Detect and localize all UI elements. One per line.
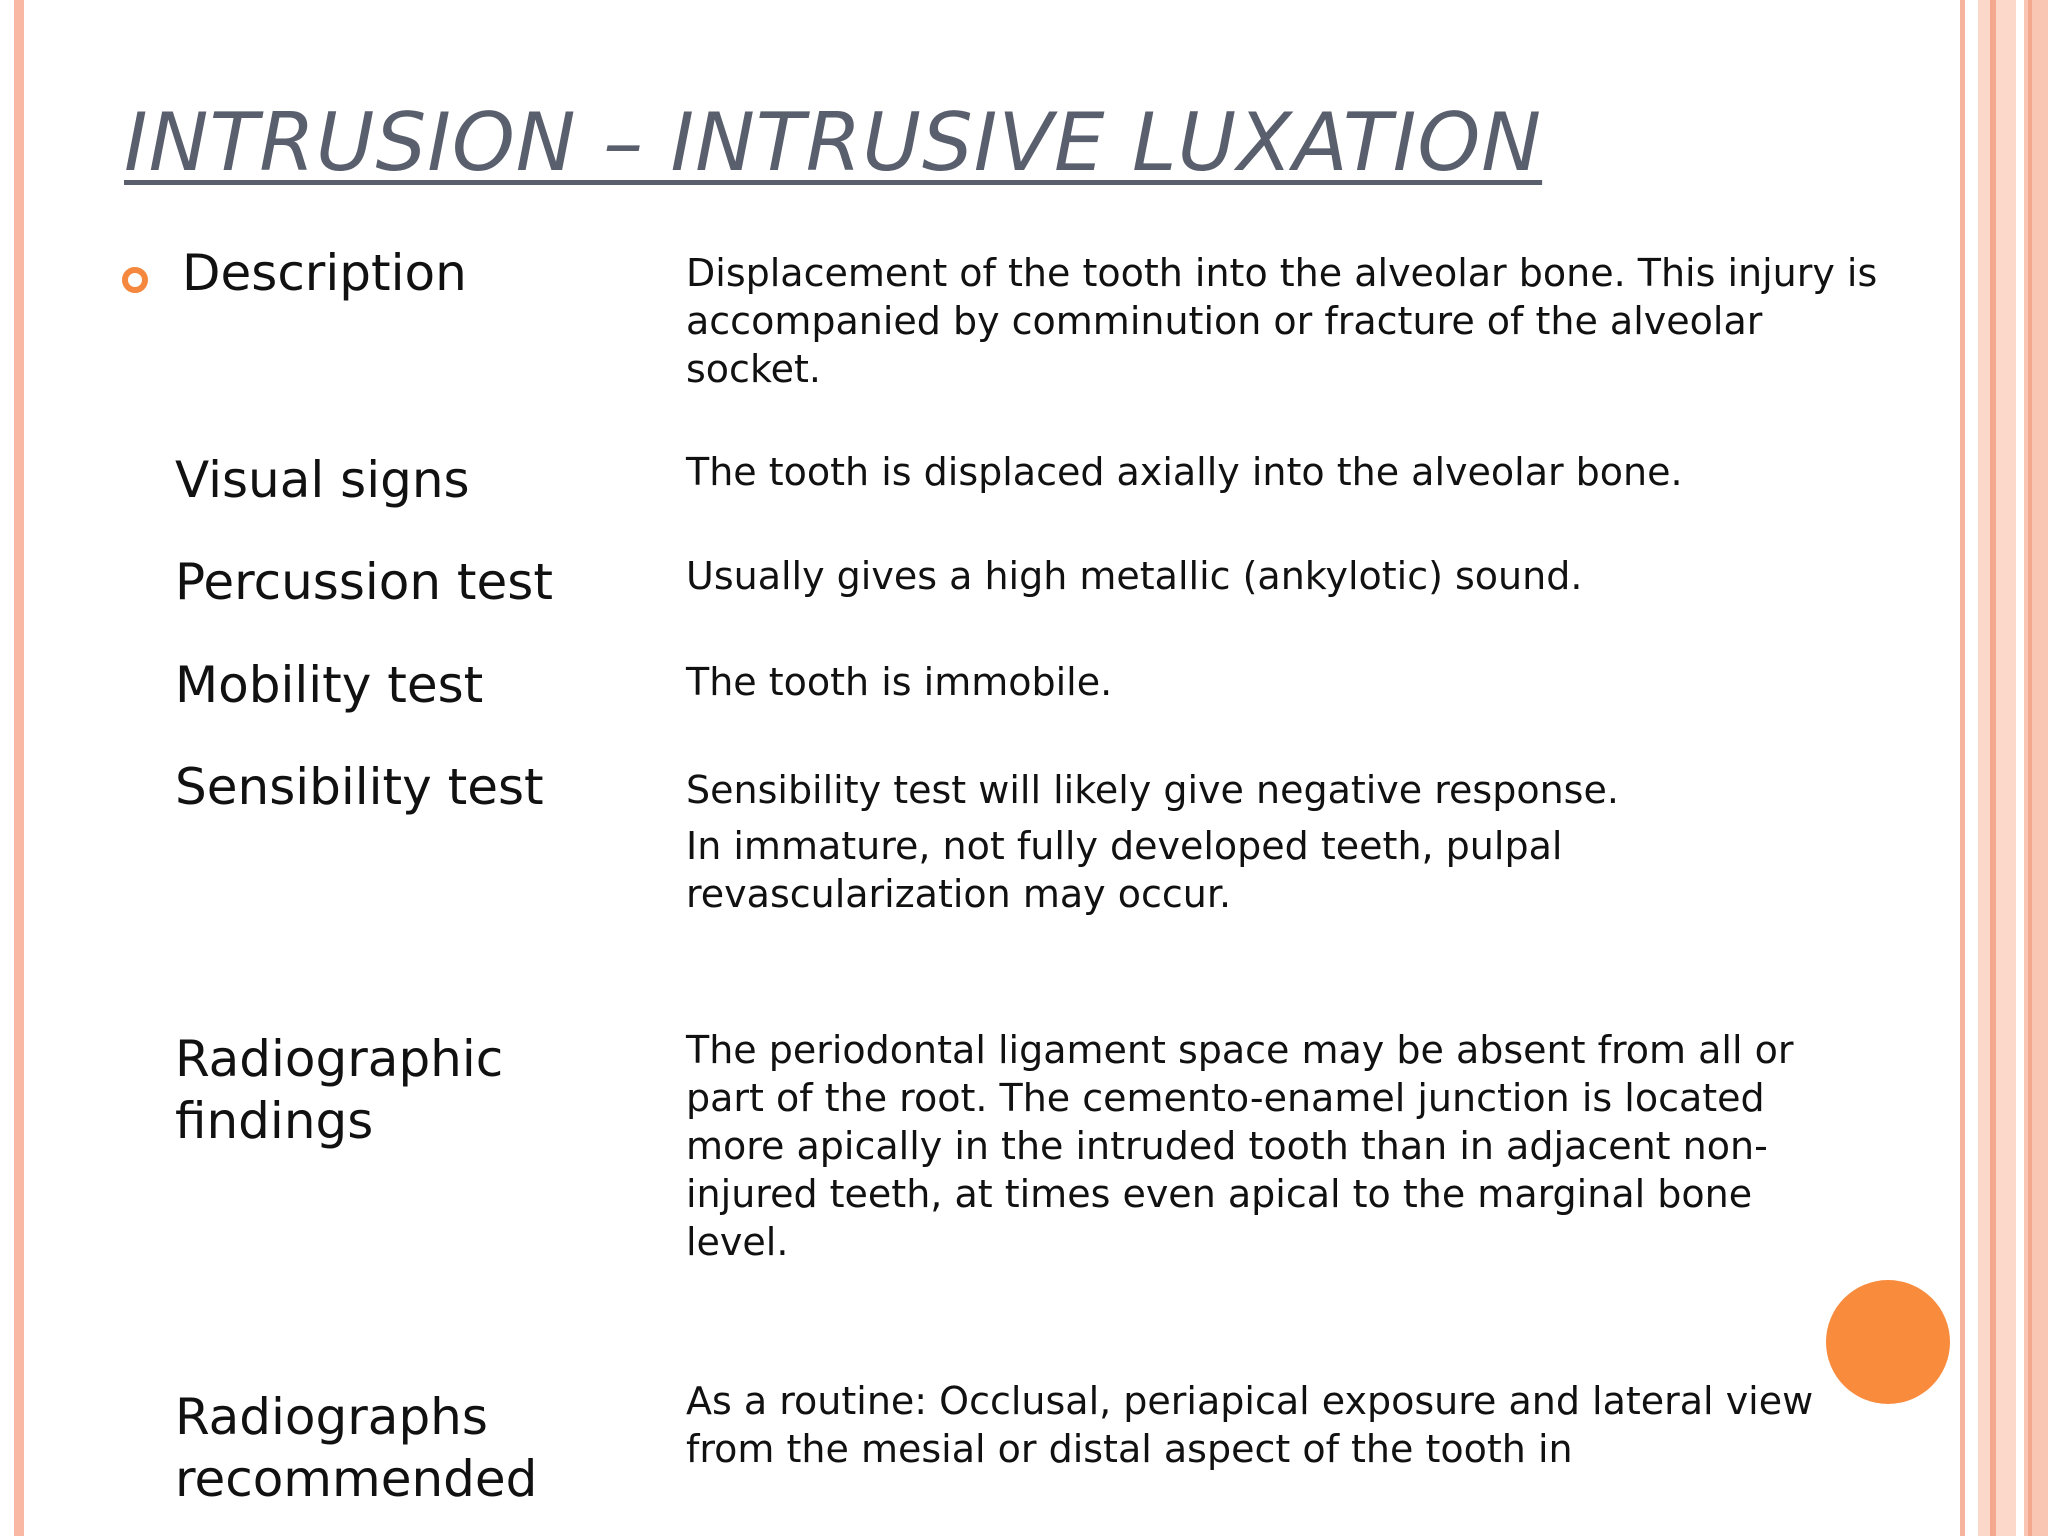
bullet-circle-icon — [122, 267, 148, 293]
slide-title: INTRUSION – INTRUSIVE LUXATION — [124, 96, 1543, 189]
row-value-sensibility-test-note: In immature, not fully developed teeth, pulpal revascularization may occur. — [686, 824, 1563, 916]
row-value-radiographic-findings: The periodontal ligament space may be absent from all or part of the root. The cemento-enamel junction is located more apically in the intruded tooth than in adjacent non-injured teeth, at times even apical to the marginal bone level. — [686, 1028, 1794, 1264]
frame-right-border-band — [1978, 0, 2016, 1536]
row-value-mobility-test: The tooth is immobile. — [686, 660, 1113, 704]
row-label-percussion-test: Percussion test — [175, 553, 553, 611]
row-label-radiographic-findings: Radiographic findings — [175, 1030, 504, 1150]
frame-right-border-line — [1990, 0, 1996, 1536]
row-label-sensibility-test: Sensibility test — [175, 758, 544, 816]
row-label-radiographs-recommended: Radiographs recommended — [175, 1388, 538, 1508]
row-label-visual-signs: Visual signs — [175, 451, 470, 509]
row-value-sensibility-test: Sensibility test will likely give negative response. — [686, 768, 1619, 812]
row-value-percussion-test: Usually gives a high metallic (ankylotic) sound. — [686, 554, 1583, 598]
row-value-radiographs-recommended: As a routine: Occlusal, periapical exposure and lateral view from the mesial or distal aspect of the tooth in — [686, 1379, 1814, 1471]
row-value-visual-signs: The tooth is displaced axially into the alveolar bone. — [686, 450, 1683, 494]
row-label-description: Description — [182, 244, 467, 302]
row-value-description: Displacement of the tooth into the alveolar bone. This injury is accompanied by comminution or fracture of the alveolar socket. — [686, 251, 1878, 391]
frame-right-border-inner — [1960, 0, 1965, 1536]
frame-right-border-edge-line — [2028, 0, 2032, 1536]
row-label-mobility-test: Mobility test — [175, 656, 484, 714]
accent-circle — [1826, 1280, 1950, 1404]
frame-left-border — [14, 0, 24, 1536]
